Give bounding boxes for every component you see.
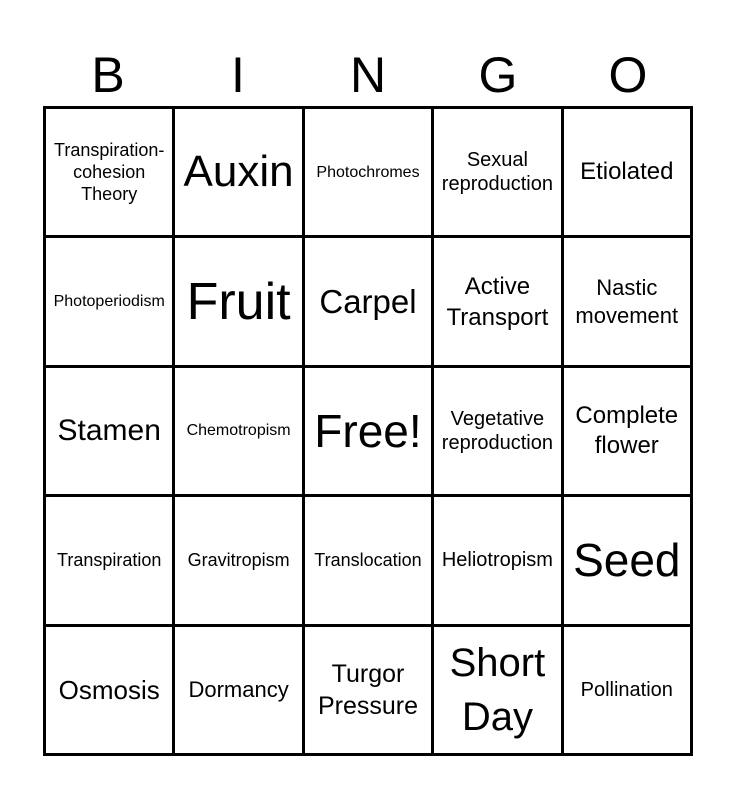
- bingo-header: [43, 44, 693, 106]
- bingo-cell: [305, 238, 434, 367]
- cell-label: Fruit: [186, 272, 291, 331]
- cell-label: Auxin: [183, 147, 294, 197]
- cell-label: Turgor Pressure: [317, 659, 419, 720]
- cell-label: Chemotropism: [186, 422, 291, 440]
- bingo-cell: [434, 238, 563, 367]
- cell-label: Gravitropism: [187, 550, 290, 571]
- cell-label: Etiolated: [580, 158, 674, 186]
- bingo-board: [43, 106, 693, 756]
- bingo-cell: [434, 368, 563, 497]
- cell-label: Seed: [573, 534, 681, 587]
- bingo-cell: [175, 109, 304, 238]
- cell-label: Stamen: [57, 413, 161, 447]
- header-letter-n: N: [349, 47, 387, 103]
- cell-label: Free!: [314, 404, 422, 457]
- cell-label: Osmosis: [58, 674, 160, 705]
- bingo-cell: [305, 627, 434, 756]
- bingo-cell: [564, 238, 693, 367]
- bingo-cell: [46, 627, 175, 756]
- header-letter-o: O: [608, 47, 648, 103]
- bingo-cell: [305, 497, 434, 626]
- cell-label: Pollination: [580, 678, 673, 701]
- cell-label: Photoperiodism: [53, 293, 165, 311]
- cell-label: Heliotropism: [441, 549, 553, 572]
- cell-label: Dormancy: [188, 676, 289, 702]
- bingo-cell: [564, 109, 693, 238]
- header-letter-b: B: [91, 47, 125, 103]
- cell-label: Active Transport: [446, 272, 549, 331]
- bingo-cell: [46, 497, 175, 626]
- bingo-cell: [564, 627, 693, 756]
- cell-label: Nastic movement: [575, 274, 679, 328]
- bingo-cell: [434, 497, 563, 626]
- cell-label: Carpel: [319, 282, 417, 320]
- bingo-cell: [434, 109, 563, 238]
- cell-label: Complete flower: [575, 401, 679, 459]
- bingo-cell: [434, 627, 563, 756]
- cell-label: Transpiration: [57, 550, 162, 571]
- bingo-cell: [175, 627, 304, 756]
- bingo-cell: [175, 497, 304, 626]
- header-letter-i: I: [231, 47, 245, 103]
- bingo-cell: [175, 368, 304, 497]
- bingo-cell: [175, 238, 304, 367]
- bingo-cell: [305, 109, 434, 238]
- cell-label: Photochromes: [316, 163, 420, 181]
- header-letter-g: G: [478, 47, 518, 103]
- bingo-cell: [46, 368, 175, 497]
- cell-label: Vegetative reproduction: [441, 407, 553, 454]
- bingo-cell: [46, 238, 175, 367]
- cell-label: Translocation: [314, 550, 422, 571]
- cell-label: Transpiration-cohesion Theory: [54, 140, 165, 205]
- cell-label: Short Day: [449, 640, 546, 739]
- bingo-cell: [305, 368, 434, 497]
- bingo-cell: [564, 368, 693, 497]
- cell-label: Sexual reproduction: [441, 149, 553, 196]
- bingo-cell: [564, 497, 693, 626]
- bingo-cell: [46, 109, 175, 238]
